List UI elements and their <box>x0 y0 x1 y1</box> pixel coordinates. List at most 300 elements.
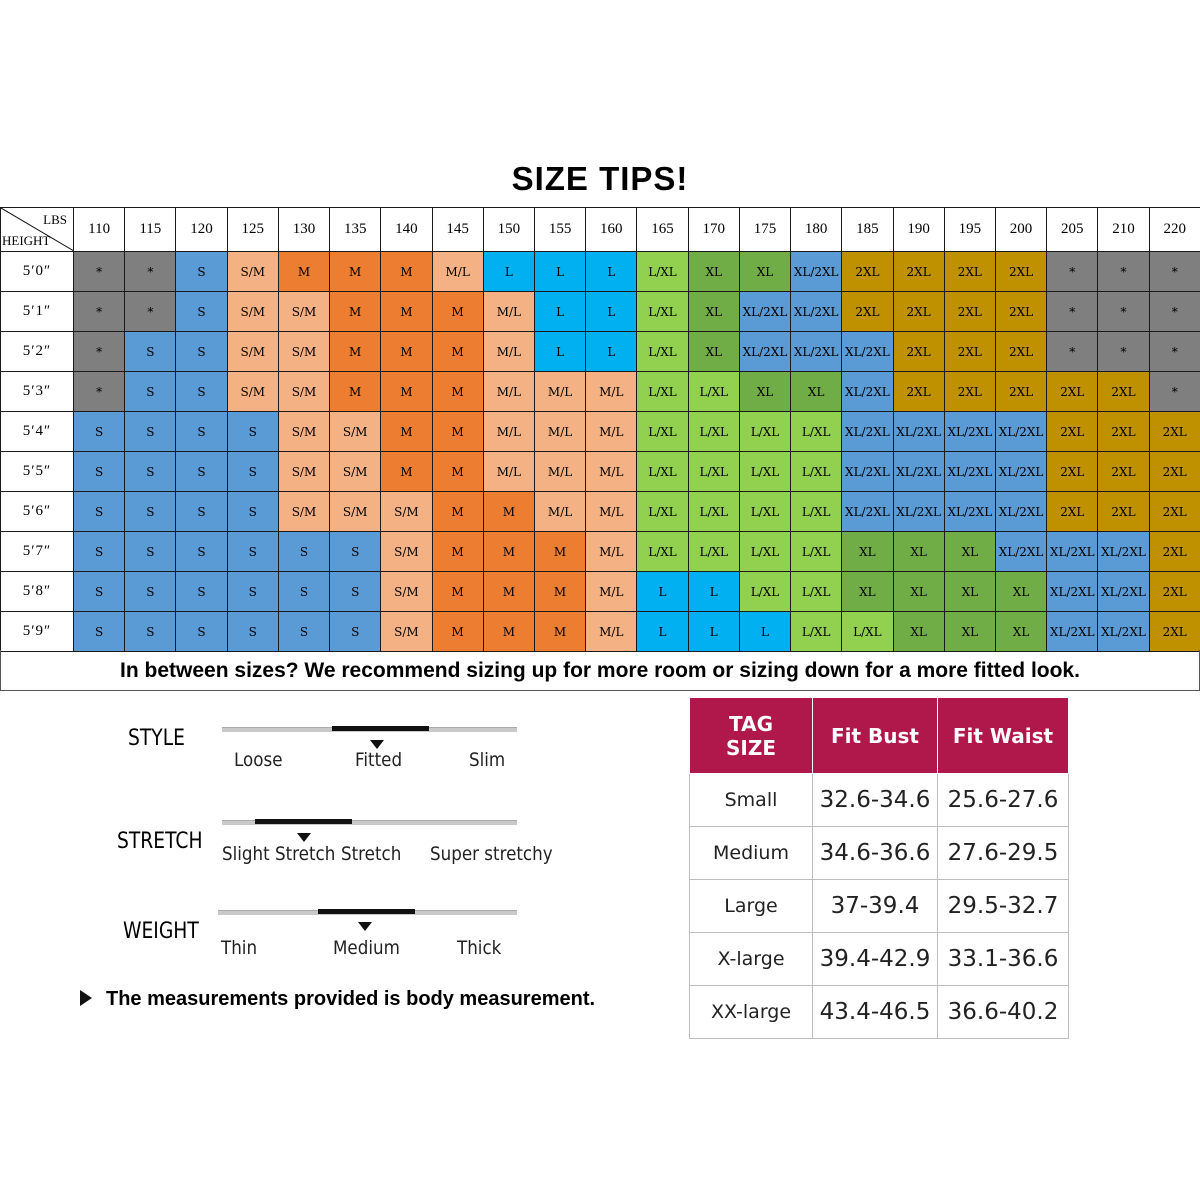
size-cell: M <box>381 292 432 332</box>
size-cell: L/XL <box>688 532 739 572</box>
size-cell: S <box>176 332 227 372</box>
size-cell: L <box>688 572 739 612</box>
size-grid <box>0 207 1200 650</box>
size-cell: XL/2XL <box>995 412 1046 452</box>
size-cell: 2XL <box>893 252 944 292</box>
size-cell: S/M <box>330 452 381 492</box>
body-measurement-text: The measurements provided is body measurement. <box>106 988 596 1010</box>
size-cell: XL <box>791 372 842 412</box>
tag-size-table <box>689 697 1069 1039</box>
height-cell: 5′4″ <box>1 412 74 452</box>
size-cell: S <box>176 532 227 572</box>
size-cell: M <box>534 612 585 652</box>
size-cell: XL/2XL <box>944 492 995 532</box>
size-cell: 2XL <box>1149 612 1200 652</box>
stretch-label: STRETCH <box>117 829 203 854</box>
style-scale-active <box>332 726 429 731</box>
size-cell: 2XL <box>995 372 1046 412</box>
size-cell: L/XL <box>791 492 842 532</box>
size-cell: S/M <box>227 372 278 412</box>
size-cell: L/XL <box>842 612 893 652</box>
size-cell: 2XL <box>995 332 1046 372</box>
size-cell: 2XL <box>893 332 944 372</box>
table-row <box>690 774 1069 827</box>
size-cell: XL/2XL <box>739 332 790 372</box>
table-row <box>1 292 1200 332</box>
weight-header-130: 130 <box>278 208 329 252</box>
size-cell: S/M <box>278 452 329 492</box>
size-cell: M <box>483 492 534 532</box>
size-cell: S <box>125 612 176 652</box>
size-cell: XL/2XL <box>944 452 995 492</box>
size-cell: 2XL <box>995 252 1046 292</box>
size-cell: L/XL <box>637 452 688 492</box>
weight-header-180: 180 <box>791 208 842 252</box>
weight-header-120: 120 <box>176 208 227 252</box>
size-cell: XL <box>995 572 1046 612</box>
size-cell: * <box>1149 332 1200 372</box>
size-cell: XL <box>688 252 739 292</box>
fit-waist-header: Fit Waist <box>938 698 1069 774</box>
size-cell: M <box>483 532 534 572</box>
size-cell: XL/2XL <box>739 292 790 332</box>
size-cell: 2XL <box>893 372 944 412</box>
weight-header-160: 160 <box>586 208 637 252</box>
tag-size-header: TAG SIZE <box>690 698 813 774</box>
size-cell: S <box>74 492 125 532</box>
size-cell: S/M <box>227 332 278 372</box>
size-cell: S <box>74 452 125 492</box>
style-option-loose: Loose <box>234 749 283 771</box>
size-cell: M <box>432 332 483 372</box>
size-cell: S/M <box>278 332 329 372</box>
size-cell: 2XL <box>1149 532 1200 572</box>
size-cell: S <box>176 372 227 412</box>
size-cell: * <box>1149 252 1200 292</box>
size-cell: M <box>483 612 534 652</box>
size-cell: M/L <box>483 292 534 332</box>
height-cell: 5′9″ <box>1 612 74 652</box>
stretch-marker-icon <box>297 833 311 842</box>
size-cell: M <box>432 492 483 532</box>
weight-header-210: 210 <box>1098 208 1149 252</box>
size-cell: 2XL <box>1149 452 1200 492</box>
size-cell: S <box>176 612 227 652</box>
size-cell: L/XL <box>688 412 739 452</box>
size-cell: M <box>432 292 483 332</box>
page-title: SIZE TIPS! <box>511 160 689 197</box>
size-cell: * <box>125 292 176 332</box>
weight-header-115: 115 <box>125 208 176 252</box>
size-cell: S <box>278 572 329 612</box>
size-cell: * <box>1098 292 1149 332</box>
size-cell: M <box>432 612 483 652</box>
size-cell: XX-large <box>690 986 813 1039</box>
size-cell: S <box>278 612 329 652</box>
size-cell: 2XL <box>1047 372 1098 412</box>
weight-header-110: 110 <box>74 208 125 252</box>
height-cell: 5′3″ <box>1 372 74 412</box>
size-cell: M/L <box>432 252 483 292</box>
weight-header-125: 125 <box>227 208 278 252</box>
grid-corner <box>1 208 74 252</box>
size-cell: S <box>125 372 176 412</box>
lbs-label: LBS <box>43 212 67 227</box>
table-row <box>1 412 1200 452</box>
size-cell: S/M <box>227 292 278 332</box>
size-cell: XL/2XL <box>791 332 842 372</box>
size-cell: S <box>176 252 227 292</box>
table-row <box>690 933 1069 986</box>
size-cell: M <box>330 372 381 412</box>
height-cell: 5′7″ <box>1 532 74 572</box>
size-cell: 2XL <box>1149 412 1200 452</box>
size-cell: M <box>381 452 432 492</box>
size-cell: M/L <box>586 492 637 532</box>
weight-header-220: 220 <box>1149 208 1200 252</box>
size-cell: L/XL <box>637 412 688 452</box>
weight-option-thick: Thick <box>457 937 502 959</box>
size-cell: L <box>534 332 585 372</box>
size-cell: M <box>381 252 432 292</box>
size-cell: 2XL <box>1098 492 1149 532</box>
size-cell: * <box>1149 292 1200 332</box>
size-cell: XL <box>842 572 893 612</box>
size-cell: Medium <box>690 827 813 880</box>
size-cell: XL <box>893 532 944 572</box>
size-cell: Large <box>690 880 813 933</box>
size-cell: XL/2XL <box>842 452 893 492</box>
table-row <box>690 880 1069 933</box>
size-cell: L <box>586 292 637 332</box>
weight-header-165: 165 <box>637 208 688 252</box>
style-label: STYLE <box>128 726 185 751</box>
size-cell: S <box>125 532 176 572</box>
size-cell: M/L <box>483 412 534 452</box>
size-cell: * <box>1098 252 1149 292</box>
height-cell: 5′5″ <box>1 452 74 492</box>
size-cell: L/XL <box>791 612 842 652</box>
size-cell: M/L <box>586 452 637 492</box>
size-cell: M/L <box>586 572 637 612</box>
size-cell: S <box>278 532 329 572</box>
table-row <box>1 452 1200 492</box>
size-cell: L/XL <box>637 492 688 532</box>
size-cell: 2XL <box>1047 452 1098 492</box>
size-cell: * <box>74 332 125 372</box>
bust-cell: 39.4-42.9 <box>813 933 938 986</box>
size-cell: S <box>227 452 278 492</box>
weight-header-135: 135 <box>330 208 381 252</box>
size-cell: L/XL <box>791 452 842 492</box>
size-cell: XL <box>995 612 1046 652</box>
size-cell: S/M <box>330 412 381 452</box>
size-cell: L/XL <box>688 372 739 412</box>
size-cell: L/XL <box>791 412 842 452</box>
size-cell: 2XL <box>1047 492 1098 532</box>
size-cell: M <box>278 252 329 292</box>
size-cell: S <box>125 412 176 452</box>
size-cell: S <box>330 612 381 652</box>
size-cell: * <box>1047 252 1098 292</box>
size-cell: M/L <box>534 372 585 412</box>
size-cell: L/XL <box>791 532 842 572</box>
waist-cell: 36.6-40.2 <box>938 986 1069 1039</box>
size-cell: S <box>330 572 381 612</box>
weight-header-205: 205 <box>1047 208 1098 252</box>
size-cell: M/L <box>586 612 637 652</box>
size-cell: M <box>534 532 585 572</box>
size-cell: S/M <box>381 492 432 532</box>
size-cell: M/L <box>483 452 534 492</box>
weight-option-thin: Thin <box>221 937 258 959</box>
height-label: HEIGHT <box>2 233 51 248</box>
size-cell: XL/2XL <box>893 452 944 492</box>
table-row <box>690 986 1069 1039</box>
size-cell: S <box>74 532 125 572</box>
size-cell: XL <box>893 572 944 612</box>
bust-cell: 37-39.4 <box>813 880 938 933</box>
size-cell: 2XL <box>944 332 995 372</box>
size-cell: 2XL <box>842 252 893 292</box>
size-cell: L/XL <box>637 332 688 372</box>
size-cell: 2XL <box>893 292 944 332</box>
size-cell: Small <box>690 774 813 827</box>
table-row <box>1 252 1200 292</box>
weight-header-185: 185 <box>842 208 893 252</box>
size-cell: S <box>74 412 125 452</box>
size-cell: * <box>74 292 125 332</box>
table-row <box>1 492 1200 532</box>
stretch-option-super: Super stretchy <box>430 843 553 865</box>
size-cell: S/M <box>278 412 329 452</box>
size-cell: M/L <box>586 412 637 452</box>
in-between-sizes-note: In between sizes? We recommend sizing up for more room or sizing down for a more fitted look. <box>0 650 1200 691</box>
weight-option-medium: Medium <box>333 937 400 959</box>
size-cell: S <box>176 452 227 492</box>
size-cell: XL/2XL <box>791 252 842 292</box>
weight-header-row <box>1 208 1200 252</box>
size-cell: XL <box>893 612 944 652</box>
size-cell: XL <box>688 332 739 372</box>
size-cell: XL/2XL <box>995 452 1046 492</box>
size-cell: L/XL <box>739 532 790 572</box>
size-cell: L/XL <box>637 372 688 412</box>
size-cell: 2XL <box>1149 492 1200 532</box>
body-measurement-note <box>80 988 595 1011</box>
size-cell: S/M <box>227 252 278 292</box>
size-cell: L/XL <box>637 532 688 572</box>
stretch-option-stretch: Stretch <box>341 843 402 865</box>
size-cell: L <box>534 292 585 332</box>
stretch-option-slight: Slight Stretch <box>222 843 336 865</box>
size-cell: S/M <box>381 572 432 612</box>
weight-header-145: 145 <box>432 208 483 252</box>
size-cell: XL <box>944 612 995 652</box>
size-cell: L <box>637 612 688 652</box>
size-cell: XL/2XL <box>1047 572 1098 612</box>
weight-label: WEIGHT <box>123 919 199 944</box>
size-cell: L/XL <box>739 452 790 492</box>
size-cell: M/L <box>534 492 585 532</box>
size-cell: XL <box>842 532 893 572</box>
size-cell: 2XL <box>1149 572 1200 612</box>
size-cell: XL/2XL <box>1047 532 1098 572</box>
size-cell: M <box>381 372 432 412</box>
size-cell: S/M <box>381 612 432 652</box>
bust-cell: 43.4-46.5 <box>813 986 938 1039</box>
stretch-scale-active <box>255 819 352 824</box>
size-chart-table <box>0 207 1200 652</box>
weight-marker-icon <box>358 922 372 931</box>
size-cell: M <box>330 332 381 372</box>
size-cell: * <box>1098 332 1149 372</box>
size-cell: S <box>227 572 278 612</box>
size-cell: L <box>688 612 739 652</box>
size-cell: M <box>330 292 381 332</box>
size-cell: L <box>586 332 637 372</box>
size-cell: * <box>125 252 176 292</box>
size-cell: XL <box>739 372 790 412</box>
size-cell: S <box>227 492 278 532</box>
size-cell: XL/2XL <box>791 292 842 332</box>
size-cell: XL <box>944 572 995 612</box>
size-cell: M <box>432 372 483 412</box>
height-cell: 5′6″ <box>1 492 74 532</box>
bust-cell: 34.6-36.6 <box>813 827 938 880</box>
table-row <box>1 532 1200 572</box>
size-cell: L <box>739 612 790 652</box>
size-cell: M <box>432 412 483 452</box>
size-cell: XL/2XL <box>995 532 1046 572</box>
waist-cell: 29.5-32.7 <box>938 880 1069 933</box>
size-cell: 2XL <box>1098 372 1149 412</box>
size-cell: S <box>176 292 227 332</box>
play-triangle-icon <box>80 990 92 1006</box>
size-cell: S <box>227 412 278 452</box>
size-cell: XL/2XL <box>995 492 1046 532</box>
height-cell: 5′0″ <box>1 252 74 292</box>
size-cell: S/M <box>278 372 329 412</box>
size-cell: S <box>176 572 227 612</box>
weight-scale-active <box>318 909 415 914</box>
size-cell: XL/2XL <box>893 412 944 452</box>
style-option-fitted: Fitted <box>355 749 403 771</box>
weight-header-150: 150 <box>483 208 534 252</box>
size-cell: XL/2XL <box>1098 532 1149 572</box>
waist-cell: 27.6-29.5 <box>938 827 1069 880</box>
size-cell: S <box>125 492 176 532</box>
size-cell: M/L <box>586 532 637 572</box>
size-cell: 2XL <box>1098 452 1149 492</box>
size-cell: M/L <box>586 372 637 412</box>
size-cell: * <box>1149 372 1200 412</box>
size-cell: * <box>1047 332 1098 372</box>
size-cell: 2XL <box>1098 412 1149 452</box>
size-cell: XL <box>739 252 790 292</box>
size-cell: M/L <box>483 372 534 412</box>
size-cell: XL/2XL <box>842 492 893 532</box>
height-cell: 5′1″ <box>1 292 74 332</box>
size-cell: L/XL <box>739 572 790 612</box>
size-cell: L/XL <box>791 572 842 612</box>
size-cell: S <box>227 612 278 652</box>
size-cell: 2XL <box>944 372 995 412</box>
size-cell: XL/2XL <box>1098 612 1149 652</box>
size-cell: S <box>125 452 176 492</box>
size-cell: M <box>330 252 381 292</box>
height-cell: 5′2″ <box>1 332 74 372</box>
size-cell: L <box>534 252 585 292</box>
weight-header-140: 140 <box>381 208 432 252</box>
size-cell: L/XL <box>739 492 790 532</box>
table-row <box>1 612 1200 652</box>
size-cell: L <box>586 252 637 292</box>
waist-cell: 25.6-27.6 <box>938 774 1069 827</box>
size-cell: M/L <box>534 412 585 452</box>
size-cell: * <box>74 372 125 412</box>
size-cell: L/XL <box>688 492 739 532</box>
height-cell: 5′8″ <box>1 572 74 612</box>
table-row <box>1 572 1200 612</box>
table-row <box>690 827 1069 880</box>
table-row <box>1 372 1200 412</box>
size-cell: L <box>483 252 534 292</box>
size-cell: 2XL <box>944 292 995 332</box>
size-cell: XL/2XL <box>893 492 944 532</box>
size-cell: S/M <box>278 292 329 332</box>
size-cell: XL <box>688 292 739 332</box>
bust-cell: 32.6-34.6 <box>813 774 938 827</box>
weight-header-155: 155 <box>534 208 585 252</box>
size-cell: S/M <box>278 492 329 532</box>
size-cell: S <box>74 612 125 652</box>
size-cell: M <box>432 572 483 612</box>
size-cell: S <box>176 412 227 452</box>
size-cell: S/M <box>330 492 381 532</box>
size-cell: L/XL <box>637 252 688 292</box>
size-cell: M <box>381 412 432 452</box>
size-cell: S <box>74 572 125 612</box>
size-cell: M/L <box>483 332 534 372</box>
size-cell: M <box>432 452 483 492</box>
size-cell: L/XL <box>637 292 688 332</box>
waist-cell: 33.1-36.6 <box>938 933 1069 986</box>
size-cell: S/M <box>381 532 432 572</box>
weight-header-175: 175 <box>739 208 790 252</box>
weight-header-200: 200 <box>995 208 1046 252</box>
size-cell: S <box>227 532 278 572</box>
weight-header-190: 190 <box>893 208 944 252</box>
weight-header-170: 170 <box>688 208 739 252</box>
size-cell: M <box>381 332 432 372</box>
size-cell: M <box>432 532 483 572</box>
fit-bust-header: Fit Bust <box>813 698 938 774</box>
size-cell: L <box>637 572 688 612</box>
size-cell: XL <box>944 532 995 572</box>
size-cell: XL/2XL <box>842 372 893 412</box>
table-row <box>1 332 1200 372</box>
size-cell: XL/2XL <box>842 412 893 452</box>
size-cell: S <box>330 532 381 572</box>
size-cell: XL/2XL <box>1098 572 1149 612</box>
size-cell: M/L <box>534 452 585 492</box>
weight-header-195: 195 <box>944 208 995 252</box>
size-cell: XL/2XL <box>842 332 893 372</box>
size-cell: 2XL <box>1047 412 1098 452</box>
size-cell: L/XL <box>739 412 790 452</box>
size-cell: * <box>1047 292 1098 332</box>
